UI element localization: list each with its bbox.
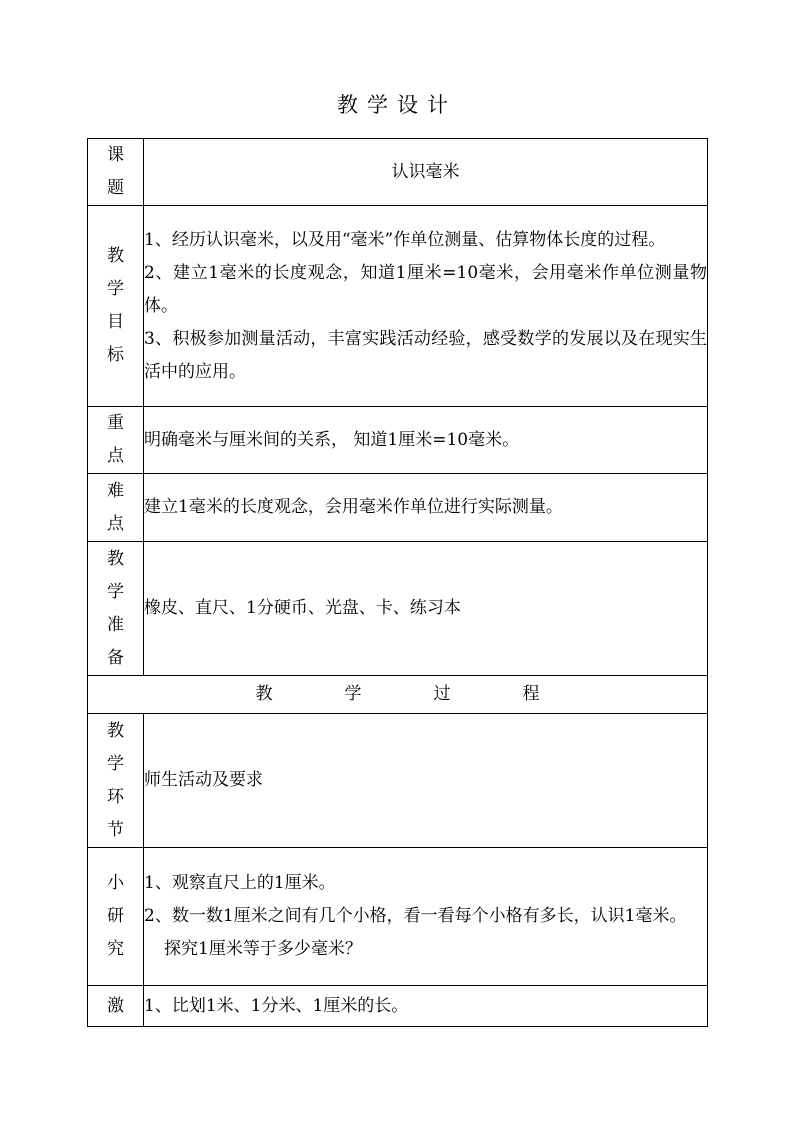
stimulate-row bbox=[88, 986, 708, 1027]
process-header-row bbox=[88, 676, 708, 714]
goal-item: 3、积极参加测量活动，丰富实践活动经验，感受数学的发展以及在现实生活中的应用。 bbox=[144, 328, 707, 382]
difficulties-value: 建立1毫米的长度观念，会用毫米作单位进行实际测量。 bbox=[144, 497, 563, 517]
preparation-value: 橡皮、直尺、1分硬币、光盘、卡、练习本 bbox=[144, 598, 461, 618]
key-points-label: 重点 bbox=[107, 413, 124, 466]
topic-label-cell bbox=[88, 139, 144, 206]
key-points-label-cell bbox=[88, 407, 144, 474]
small-research-row bbox=[88, 848, 708, 986]
document-title: 教学设计 bbox=[337, 93, 457, 117]
goal-item: 2、建立1毫米的长度观念，知道1厘米=10毫米，会用毫米作单位测量物体。 bbox=[144, 262, 707, 316]
small-research-label: 小研究 bbox=[107, 873, 124, 959]
difficulties-content-cell bbox=[144, 474, 708, 542]
stage-label: 教学环节 bbox=[107, 720, 124, 840]
goal-item: 1、经历认识毫米，以及用“毫米”作单位测量、估算物体长度的过程。 bbox=[144, 229, 666, 250]
stage-value: 师生活动及要求 bbox=[144, 770, 263, 790]
topic-content-cell bbox=[144, 139, 708, 206]
research-item: 2、数一数1厘米之间有几个小格，看一看每个小格有多长，认识1毫米。 bbox=[144, 906, 687, 926]
stimulate-content-cell bbox=[144, 986, 708, 1027]
research-item: 1、观察直尺上的1厘米。 bbox=[144, 873, 336, 893]
goals-label-cell bbox=[88, 206, 144, 407]
preparation-row bbox=[88, 542, 708, 676]
goals-content-cell bbox=[144, 206, 708, 407]
stage-header-row bbox=[88, 714, 708, 848]
topic-value: 认识毫米 bbox=[391, 161, 460, 182]
process-header-cell bbox=[88, 676, 708, 714]
key-points-row bbox=[88, 407, 708, 474]
key-points-value: 明确毫米与厘米间的关系， 知道1厘米=10毫米。 bbox=[144, 429, 520, 450]
difficulties-row bbox=[88, 474, 708, 542]
small-research-label-cell bbox=[88, 848, 144, 986]
goals-row bbox=[88, 206, 708, 407]
topic-row bbox=[88, 139, 708, 206]
difficulties-label-cell bbox=[88, 474, 144, 542]
preparation-content-cell bbox=[144, 542, 708, 676]
stimulate-label-cell bbox=[88, 986, 144, 1027]
research-item: 探究1厘米等于多少毫米？ bbox=[164, 939, 362, 959]
stage-label-cell bbox=[88, 714, 144, 848]
preparation-label: 教学准备 bbox=[107, 548, 124, 668]
preparation-label-cell bbox=[88, 542, 144, 676]
key-points-content-cell bbox=[144, 407, 708, 474]
small-research-content-cell bbox=[144, 848, 708, 986]
goals-label: 教学目标 bbox=[107, 246, 124, 365]
lesson-plan-table bbox=[87, 138, 708, 1027]
stage-content-cell bbox=[144, 714, 708, 848]
topic-label: 课题 bbox=[107, 145, 124, 198]
difficulties-label: 难点 bbox=[107, 480, 124, 534]
stimulate-value: 1、比划1米、1分米、1厘米的长。 bbox=[144, 995, 409, 1016]
stimulate-label: 激 bbox=[107, 995, 124, 1016]
process-header: 教学过程 bbox=[255, 684, 612, 704]
